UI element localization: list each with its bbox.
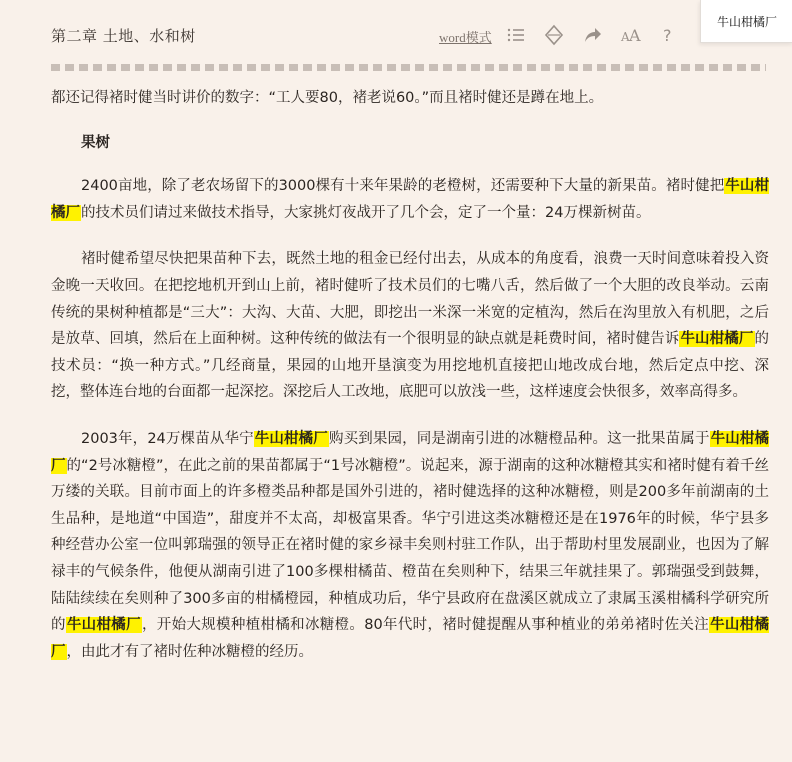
paragraph: 都还记得褚时健当时讲价的数字：“工人要80，褚老说60。”而且褚时健还是蹲在地上。 [51, 90, 604, 106]
search-highlight: 牛山柑橘厂 [66, 617, 141, 634]
word-mode-link[interactable]: word模式 [439, 30, 492, 45]
chapter-title: 第二章 土地、水和树 [51, 27, 196, 45]
search-highlight: 牛山柑橘厂 [51, 178, 769, 221]
paragraph: 2003年，24万棵苗从华宁牛山柑橘厂购买到果园，同是湖南引进的冰糖橙品种。这一批果苗属于牛山柑橘厂的“2号冰糖橙”，在此之前的果苗都属于“1号冰糖橙”。说起来，源于湖南的这种冰糖橙其实和褚时健有着千丝万缕的关联。目前市面上的许多橙类品种都是国外引进的，褚时健选择的这种冰糖橙，则是200多年前湖南的土生品种，是地道“中国造”，甜度并不太高，却极富果香。华宁引进这类冰糖橙还是在1976年的时候，华宁县多种经营办公室一位叫郭瑞强的领导正在褚时健的家乡禄丰矣则村驻工作队，出于帮助村里发展副业，也因为了解禄丰的气候条件，他便从湖南引进了100多棵柑橘苗、橙苗在矣则种下，结果三年就挂果了。郭瑞强受到鼓舞，陆陆续续在矣则种了300多亩的柑橘橙园，种植成功后，华宁县政府在盘溪区就成立了隶属玉溪柑橘科学研究所的牛山柑橘厂，开始大规模种植柑橘和冰糖橙。80年代时，褚时健提醒从事种植业的弟弟褚时佐关注牛山柑橘厂，由此才有了褚时佐种冰糖橙的经历。 [51, 430, 770, 660]
list-icon[interactable] [505, 24, 527, 46]
search-highlight: 牛山柑橘厂 [51, 617, 770, 660]
font-size-icon[interactable] [619, 24, 641, 46]
paragraph: 2400亩地，除了老农场留下的3000棵有十来年果龄的老橙树，还需要种下大量的新果苗。褚时健把牛山柑橘厂的技术员们请过来做技术指导，大家挑灯夜战开了几个会，定了一个量：24万棵新树苗。 [51, 178, 769, 221]
diamond-icon[interactable] [543, 24, 565, 46]
help-icon[interactable] [657, 24, 679, 46]
paragraph: 褚时健希望尽快把果苗种下去，既然土地的租金已经付出去，从成本的角度看，浪费一天时间意味着投入资金晚一天收回。在把挖地机开到山上前，褚时健听了技术员们的七嘴八舌，然后做了一个大胆的改良举动。云南传统的果树种植都是“三大”：大沟、大苗、大肥，即挖出一米深一米宽的定植沟，然后在沟里放入有机肥，之后是放草、回填，然后在上面种树。这种传统的做法有一个很明显的缺点就是耗费时间，褚时健告诉牛山柑橘厂的技术员：“换一种方式。”几经商量，果园的山地开垦演变为用挖地机直接把山地改成台地，然后定点中挖、深挖，整体连台地的台面都一起深挖。深挖后人工改地，底肥可以放浅一些，这样速度会快很多，效率高得多。 [51, 251, 770, 401]
search-highlight: 牛山柑橘厂 [680, 331, 754, 348]
svg-text:A: A [629, 26, 641, 45]
article-body [51, 85, 769, 665]
section-heading: 果树 [81, 134, 110, 151]
share-icon[interactable] [581, 24, 603, 46]
search-highlight: 牛山柑橘厂 [254, 430, 328, 447]
search-term-popup[interactable]: 牛山柑橘厂 [700, 0, 792, 43]
svg-text:?: ? [663, 26, 672, 45]
clipped-text-line [51, 64, 766, 71]
reader-toolbar [0, 0, 792, 72]
svg-text:A: A [621, 30, 630, 44]
search-highlight: 牛山柑橘厂 [51, 430, 770, 474]
